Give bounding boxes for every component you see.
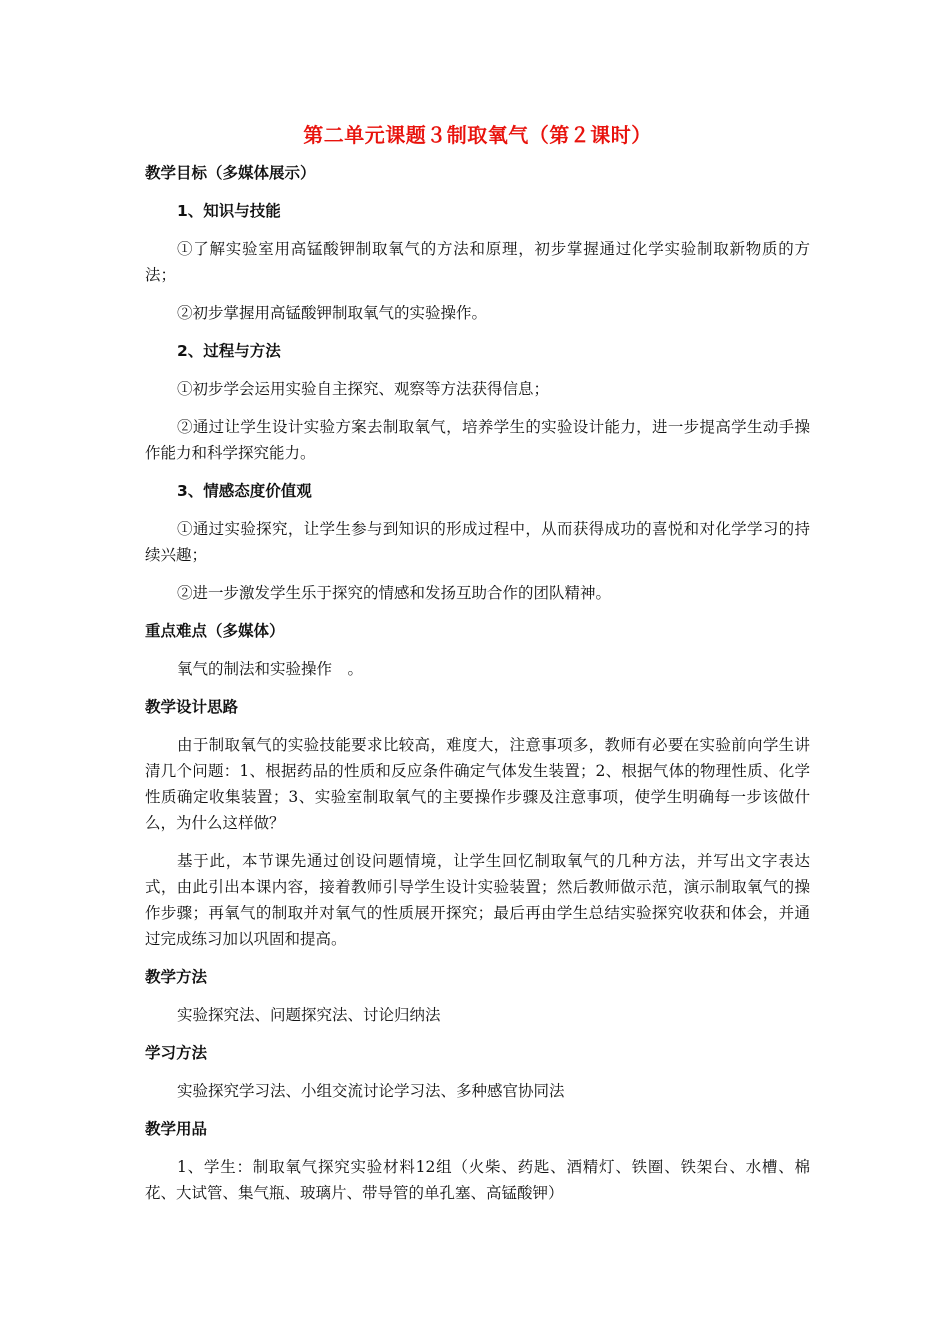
emotion-paragraph-1: ①通过实验探究，让学生参与到知识的形成过程中，从而获得成功的喜悦和对化学学习的持续兴趣； bbox=[145, 520, 810, 564]
emotion-paragraph-2: ②进一步激发学生乐于探究的情感和发扬互助合作的团队精神。 bbox=[177, 584, 612, 602]
learning-methods-heading: 学习方法 bbox=[145, 1044, 208, 1062]
process-paragraph-1: ①初步学会运用实验自主探究、观察等方法获得信息； bbox=[177, 380, 550, 398]
emotion-heading: 3、情感态度价值观 bbox=[177, 482, 312, 500]
document-title: 第二单元课题３制取氧气（第２课时） bbox=[303, 123, 652, 147]
supplies-heading: 教学用品 bbox=[145, 1120, 208, 1138]
design-paragraph-1: 由于制取氧气的实验技能要求比较高，难度大，注意事项多，教师有必要在实验前向学生讲清几个问题：1、根据药品的性质和反应条件确定气体发生装置；2、根据气体的物理性质、化学性质确定收集装置；3、实验室制取氧气的主要操作步骤及注意事项，使学生明确每一步该做什么，为什么这样做？ bbox=[145, 736, 810, 832]
key-points-paragraph: 氧气的制法和实验操作 。 bbox=[177, 660, 364, 678]
knowledge-heading: 1、知识与技能 bbox=[177, 202, 281, 220]
document-content bbox=[145, 120, 810, 1218]
design-heading: 教学设计思路 bbox=[145, 698, 239, 716]
design-paragraph-2: 基于此，本节课先通过创设问题情境，让学生回忆制取氧气的几种方法，并写出文字表达式，由此引出本课内容，接着教师引导学生设计实验装置；然后教师做示范，演示制取氧气的操作步骤；再氧气的制取并对氧气的性质展开探究；最后再由学生总结实验探究收获和体会，并通过完成练习加以巩固和提高。 bbox=[145, 852, 810, 948]
key-points-heading: 重点难点（多媒体） bbox=[145, 622, 285, 640]
teaching-methods-heading: 教学方法 bbox=[145, 968, 208, 986]
learning-methods-paragraph: 实验探究学习法、小组交流讨论学习法、多种感官协同法 bbox=[177, 1082, 565, 1100]
process-heading: 2、过程与方法 bbox=[177, 342, 281, 360]
process-paragraph-2: ②通过让学生设计实验方案去制取氧气，培养学生的实验设计能力，进一步提高学生动手操作能力和科学探究能力。 bbox=[145, 418, 810, 462]
knowledge-paragraph-2: ②初步掌握用高锰酸钾制取氧气的实验操作。 bbox=[177, 304, 488, 322]
objectives-heading: 教学目标（多媒体展示） bbox=[145, 164, 316, 182]
supplies-paragraph: 1、学生：制取氧气探究实验材料12组（火柴、药匙、酒精灯、铁圈、铁架台、水槽、棉花、大试管、集气瓶、玻璃片、带导管的单孔塞、高锰酸钾） bbox=[145, 1158, 810, 1202]
teaching-methods-paragraph: 实验探究法、问题探究法、讨论归纳法 bbox=[177, 1006, 441, 1024]
knowledge-paragraph-1: ①了解实验室用高锰酸钾制取氧气的方法和原理，初步掌握通过化学实验制取新物质的方法； bbox=[145, 240, 810, 284]
